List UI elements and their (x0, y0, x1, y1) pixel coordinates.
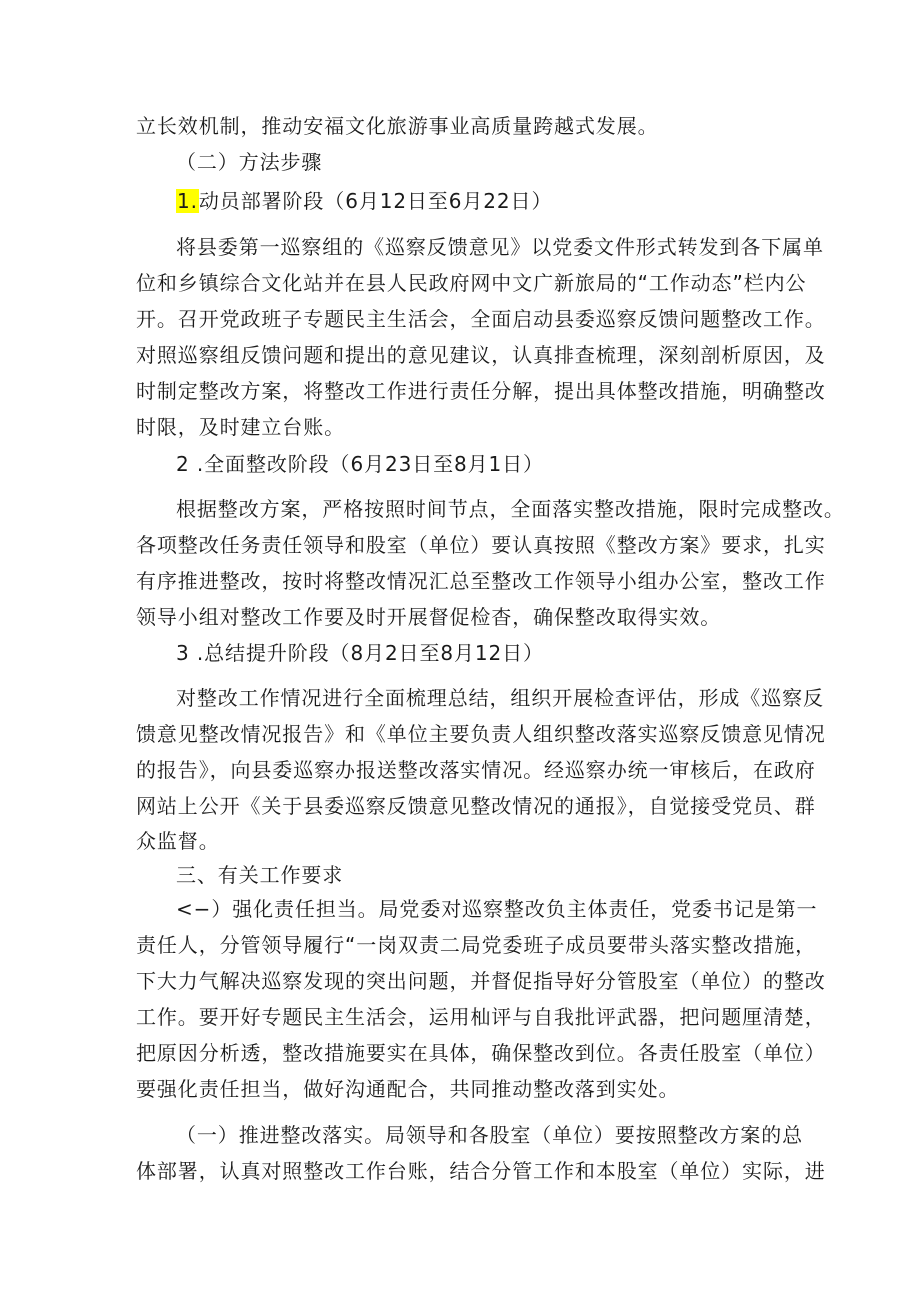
paragraph-line: 各项整改任务责任领导和股室（单位）要认真按照《整改方案》要求，扎实 (136, 533, 826, 557)
paragraph-line: 对整改工作情况进行全面梳理总结，组织开展检查评估，形成《巡察反 (176, 686, 824, 710)
paragraph-line: 工作。要开好专题民主生活会，运用杣评与自我批评武器，把问题厘清楚， (136, 1005, 826, 1029)
paragraph-line: 责任人，分管领导履行“一岗双责二局党委班子成员要带头落实整改措施， (136, 933, 817, 957)
paragraph-line: （一）推进整改落实。局领导和各股室（单位）要按照整改方案的总 (176, 1123, 803, 1147)
section-heading: 三、有关工作要求 (176, 863, 344, 887)
paragraph-line: 的报告》，向县委巡察办报送整改落实情况。经巡察办统一审核后，在政府 (136, 758, 816, 782)
paragraph-line: 有序推进整改，按时将整改情况汇总至整改工作领导小组办公室，整改工作 (136, 569, 826, 593)
paragraph-line: 对照巡察组反馈问题和提出的意见建议，认真排查梳理，深刻剖析原因，及 (136, 343, 826, 367)
paragraph-line: 时限，及时建立台账。 (136, 415, 345, 439)
step-title: 动员部署阶段（6月12日至6月22日） (198, 189, 553, 213)
paragraph-line: 立长效机制，推动安福文化旅游事业高质量跨越式发展。 (136, 114, 659, 138)
highlighted-number: 1. (177, 189, 198, 213)
paragraph-line: 位和乡镇综合文化站并在县人民政府网中文广新旅局的“工作动态”栏内公 (136, 271, 807, 295)
paragraph-line: 馈意见整改情况报告》和《单位主要负责人组织整改落实巡察反馈意见情况 (136, 722, 826, 746)
paragraph-line: 根据整改方案，严格按照时间节点，全面落实整改措施，限时完成整改。 (176, 497, 845, 521)
paragraph-line: 网站上公开《关于县委巡察反馈意见整改情况的通报》，自觉接受党员、群 (136, 794, 816, 818)
step-heading: 3 .总结提升阶段（8月2日至8月12日） (176, 641, 544, 665)
paragraph-line: 众监督。 (136, 829, 220, 853)
paragraph-line: <−）强化责任担当。局党委对巡察整改负主体责任，党委书记是第一 (176, 897, 818, 921)
step-heading (176, 189, 552, 213)
section-heading: （二）方法步骤 (176, 150, 323, 174)
paragraph-line: 开。召开党政班子专题民主生活会，全面启动县委巡察反馈问题整改工作。 (136, 307, 826, 331)
paragraph-line: 领导小组对整改工作要及时开展督促检杳，确保整改取得实效。 (136, 605, 722, 629)
paragraph-line: 时制定整改方案，将整改工作进行责任分解，提出具体整改措施，明确整改 (136, 379, 826, 403)
paragraph-line: 体部署，认真对照整改工作台账，结合分管工作和本股室（单位）实际，进 (136, 1159, 826, 1183)
paragraph-line: 将县委第一巡察组的《巡察反馈意见》以党委文件形式转发到各下属单 (176, 235, 824, 259)
paragraph-line: 要强化责任担当，做好沟通配合，共同推动整改落到实处。 (136, 1077, 680, 1101)
step-heading: 2 .全面整改阶段（6月23日至8月1日） (176, 452, 544, 476)
paragraph-line: 下大力气解决巡察发现的突出问题，并督促指导好分管股室（单位）的整改 (136, 969, 826, 993)
paragraph-line: 把原因分析透，整改措施要实在具体，确保整改到位。各责任股室（单位） (136, 1041, 826, 1065)
